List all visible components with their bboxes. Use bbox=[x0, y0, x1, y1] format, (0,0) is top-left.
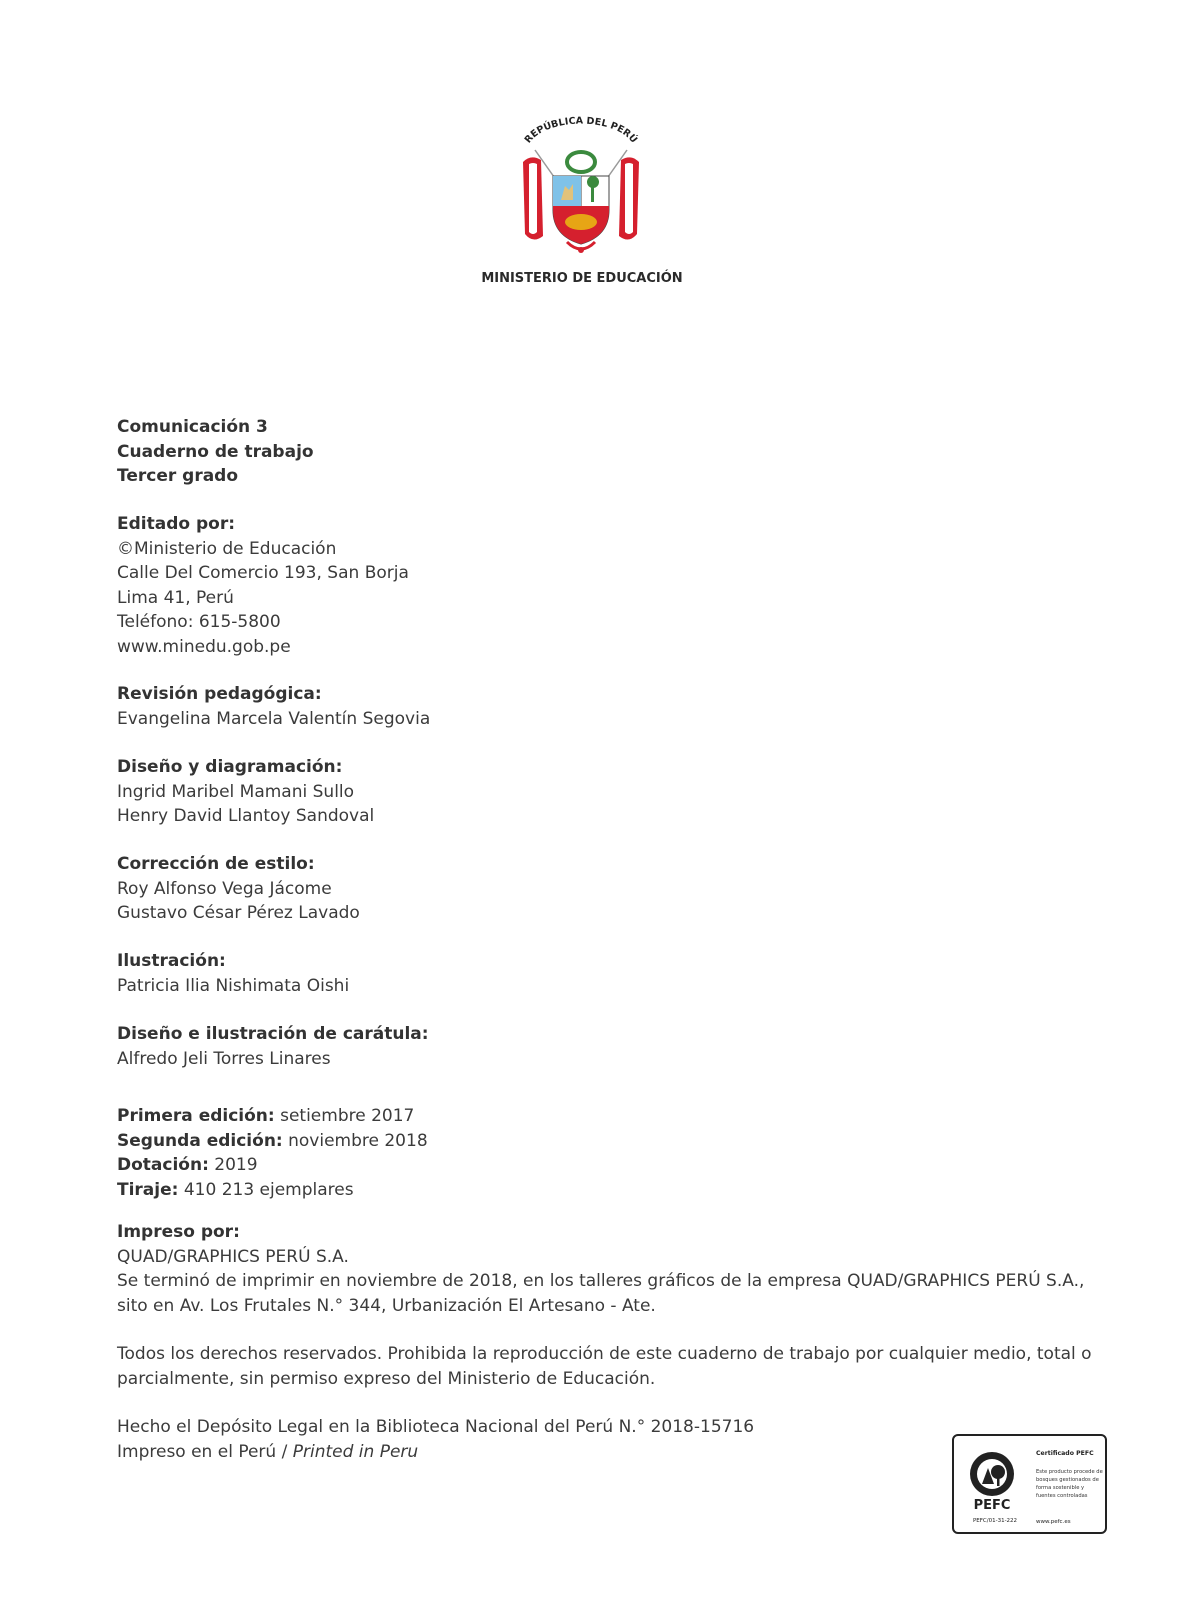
editor-line: Lima 41, Perú bbox=[117, 587, 234, 608]
first-edition: Primera edición: setiembre 2017 bbox=[117, 1106, 415, 1126]
printed-in: Impreso en el Perú / Printed in Peru bbox=[117, 1441, 419, 1462]
style-block bbox=[117, 852, 360, 926]
editor-label: Editado por: bbox=[117, 514, 236, 534]
second-edition: Segunda edición: noviembre 2018 bbox=[117, 1130, 428, 1151]
design-name: Ingrid Maribel Mamani Sullo bbox=[117, 781, 355, 802]
printer-label: Impreso por: bbox=[117, 1222, 240, 1242]
legal-block bbox=[117, 1415, 754, 1464]
printer-block bbox=[117, 1220, 1084, 1318]
printer-detail: Se terminó de imprimir en noviembre de 2018, en los talleres gráficos de la empresa QUAD/GRAPHICS PERÚ S.A., bbox=[117, 1271, 1085, 1292]
dotacion: Dotación: 2019 bbox=[117, 1155, 258, 1176]
cover-block bbox=[117, 1022, 429, 1071]
rights-line: parcialmente, sin permiso expreso del Ministerio de Educación. bbox=[117, 1368, 656, 1389]
title-block bbox=[117, 415, 314, 489]
illustration-label: Ilustración: bbox=[117, 951, 226, 971]
tiraje: Tiraje: 410 213 ejemplares bbox=[117, 1179, 354, 1200]
emblem-text: REPÚBLICA DEL PERÚ bbox=[522, 115, 640, 146]
printer-detail: sito en Av. Los Frutales N.° 344, Urbanización El Artesano - Ate. bbox=[117, 1295, 656, 1316]
style-name: Roy Alfonso Vega Jácome bbox=[117, 878, 332, 899]
editor-website: www.minedu.gob.pe bbox=[117, 636, 291, 657]
pefc-title: Certificado PEFC bbox=[1036, 1450, 1094, 1457]
design-name: Henry David Llantoy Sandoval bbox=[117, 806, 375, 827]
illustration-name: Patricia Ilia Nishimata Oishi bbox=[117, 975, 350, 996]
legal-deposit: Hecho el Depósito Legal en la Biblioteca Nacional del Perú N.° 2018-15716 bbox=[117, 1417, 755, 1437]
ministry-name: MINISTERIO DE EDUCACIÓN bbox=[481, 271, 683, 286]
review-name: Evangelina Marcela Valentín Segovia bbox=[117, 708, 431, 729]
cover-name: Alfredo Jeli Torres Linares bbox=[117, 1048, 331, 1069]
editor-line: ©Ministerio de Educación bbox=[117, 538, 337, 559]
cover-label: Diseño e ilustración de carátula: bbox=[117, 1024, 429, 1044]
review-label: Revisión pedagógica: bbox=[117, 684, 322, 704]
editor-block bbox=[117, 512, 409, 660]
pefc-code: PEFC/01-31-222 bbox=[972, 1518, 1018, 1524]
book-grade: Tercer grado bbox=[117, 466, 239, 487]
printer-name: QUAD/GRAPHICS PERÚ S.A. bbox=[117, 1246, 349, 1267]
book-title: Comunicación 3 bbox=[117, 417, 268, 437]
editor-line: Calle Del Comercio 193, San Borja bbox=[117, 563, 409, 584]
pefc-logo-icon bbox=[966, 1450, 1024, 1512]
design-label: Diseño y diagramación: bbox=[117, 757, 343, 777]
pefc-description: Este producto procede de bosques gestionados de forma sostenible y fuentes controladas bbox=[1036, 1469, 1103, 1499]
edition-block bbox=[117, 1104, 428, 1202]
review-block bbox=[117, 682, 430, 731]
coat-of-arms-emblem bbox=[519, 114, 643, 262]
style-name: Gustavo César Pérez Lavado bbox=[117, 903, 360, 924]
pefc-certification-badge bbox=[952, 1434, 1107, 1534]
book-subtitle: Cuaderno de trabajo bbox=[117, 441, 314, 462]
design-block bbox=[117, 755, 374, 829]
pefc-website: www.pefc.es bbox=[1036, 1519, 1071, 1525]
illustration-block bbox=[117, 949, 349, 998]
editor-line: Teléfono: 615-5800 bbox=[117, 612, 281, 633]
style-label: Corrección de estilo: bbox=[117, 854, 315, 874]
rights-line: Todos los derechos reservados. Prohibida la reproducción de este cuaderno de trabajo por cualquier medio, total o bbox=[117, 1344, 1092, 1364]
rights-block bbox=[117, 1342, 1092, 1391]
svg-text:PEFC: PEFC bbox=[973, 1498, 1011, 1512]
